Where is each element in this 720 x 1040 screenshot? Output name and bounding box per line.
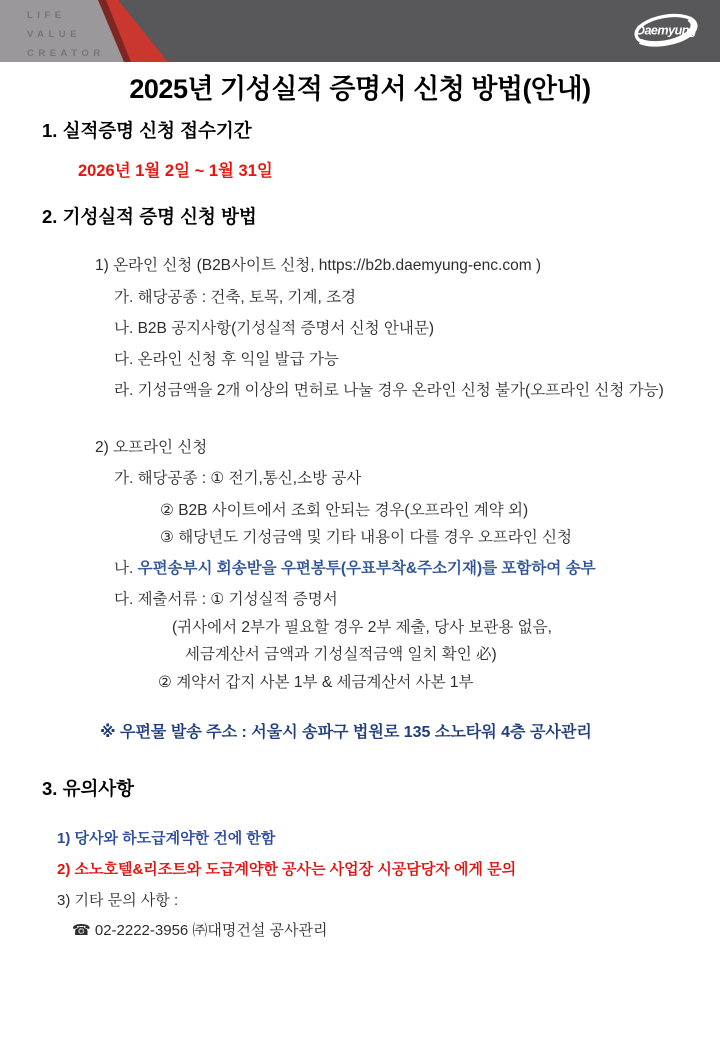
slogan-line: LIFE [27,10,66,21]
header-banner [0,0,720,62]
section3-heading: 3. 유의사항 [42,778,135,799]
daemyung-logo [633,11,699,49]
offline-item-ga: 가. 해당공종 : ① 전기,통신,소방 공사 [114,470,362,487]
offline-item-na-prefix: 나. [114,560,138,577]
header-background-graphic [0,0,720,62]
caution-note-1: 1) 당사와 하도급계약한 건에 한함 [57,830,276,847]
offline-item-da-note2: 세금계산서 금액과 기성실적금액 일치 확인 必) [185,646,497,663]
offline-item-na-highlight: 우편송부시 회송받을 우편봉투(우표부착&주소기재)를 포함하여 송부 [137,560,596,577]
caution-note-3: 3) 기타 문의 사항 : [57,892,179,909]
offline-item-da-note1: (귀사에서 2부가 필요할 경우 2부 제출, 당사 보관용 없음, [172,619,552,636]
slogan-line: CREATOR [27,48,105,59]
offline-item-da-2: ② 계약서 갑지 사본 1부 & 세금계산서 사본 1부 [158,674,474,691]
logo-text: Daemyung [635,23,697,38]
section2-heading: 2. 기성실적 증명 신청 방법 [42,206,257,227]
online-item-na: 나. B2B 공지사항(기성실적 증명서 신청 안내문) [114,320,435,337]
online-item-ra: 라. 기성금액을 2개 이상의 면허로 나눌 경우 온라인 신청 불가(오프라인 신청 가능) [114,382,664,399]
caution-note-2: 2) 소노호텔&리조트와 도급계약한 공사는 사업장 시공담당자 에게 문의 [57,861,517,878]
page-title: 2025년 기성실적 증명서 신청 방법(안내) [129,74,591,104]
company-slogan [27,6,105,63]
mail-address-note: ※ 우편물 발송 주소 : 서울시 송파구 법원로 135 소노타워 4층 공사관리 [100,724,592,741]
offline-apply-title: 2) 오프라인 신청 [95,439,208,456]
offline-item-da: 다. 제출서류 : ① 기성실적 증명서 [114,591,338,608]
online-apply-title: 1) 온라인 신청 (B2B사이트 신청, https://b2b.daemyung-enc.com ) [95,257,542,274]
offline-item-ga-2: ② B2B 사이트에서 조회 안되는 경우(오프라인 계약 외) [160,502,529,519]
slogan-line: VALUE [27,29,81,40]
online-item-da: 다. 온라인 신청 후 익일 발급 가능 [114,351,339,368]
online-item-ga: 가. 해당공종 : 건축, 토목, 기계, 조경 [114,289,357,306]
section1-heading: 1. 실적증명 신청 접수기간 [42,120,252,141]
offline-item-ga-3: ③ 해당년도 기성금액 및 기타 내용이 다를 경우 오프라인 신청 [160,529,573,546]
offline-item-na [114,558,596,579]
contact-info: ☎ 02-2222-3956 ㈜대명건설 공사관리 [72,922,328,939]
application-period: 2026년 1월 2일 ~ 1월 31일 [78,162,273,180]
